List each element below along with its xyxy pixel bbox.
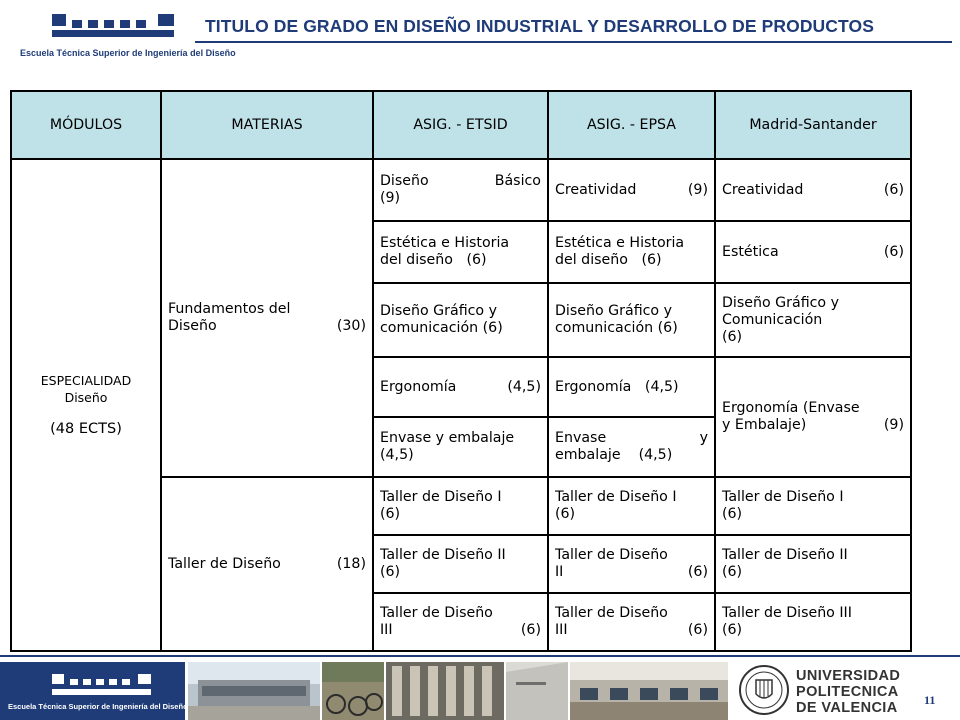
materia-fundamentos-line2: [168, 318, 366, 335]
cell-credits: (6): [687, 622, 708, 638]
university-name: [796, 668, 906, 716]
cell-line: [380, 622, 541, 639]
cell-line: [380, 173, 541, 190]
cell-text: Básico: [494, 173, 541, 189]
etsid-cell: [373, 593, 548, 651]
cell-text: Creatividad: [555, 181, 637, 198]
cell-text: Diseño Gráfico y: [722, 294, 840, 311]
materia-taller-line: [168, 556, 366, 573]
cell-text: II: [555, 564, 564, 580]
cell-text: Comunicación: [722, 311, 823, 328]
facade-photo: [386, 662, 504, 720]
cell-credits: (4,5): [638, 447, 673, 463]
cell-credits: (6): [687, 564, 708, 580]
cell-text: Taller de Diseño II: [722, 547, 848, 563]
table-row: [11, 159, 911, 221]
epsa-cell: [548, 159, 715, 221]
madrid-cell: [715, 593, 911, 651]
cell-text: embalaje: [555, 447, 621, 463]
etsid-cell: [373, 477, 548, 535]
cell-text: Ergonomía: [380, 378, 457, 395]
cell-text: Estética: [722, 243, 779, 260]
cell-credits: (4,5): [507, 378, 541, 395]
table-header-row: [11, 91, 911, 159]
cell-line: [555, 430, 708, 447]
school-name: Escuela Técnica Superior de Ingeniería del Diseño: [20, 48, 236, 58]
module-line2: Diseño: [64, 389, 108, 405]
cell-credits: (6): [722, 622, 743, 638]
cell-credits: (9): [883, 417, 904, 433]
cell-line: [555, 379, 708, 396]
cell-text: Diseño Gráfico y: [555, 303, 673, 319]
cell-credits: (6): [722, 328, 743, 345]
cell-line: [722, 244, 904, 261]
cell-credits: (6): [722, 506, 743, 522]
cell-line: [722, 417, 904, 434]
school-logo-blocks-icon: [50, 12, 180, 42]
header-madrid-santander: Madrid-Santander: [715, 91, 911, 159]
etsid-cell: [373, 417, 548, 477]
footer-logo-blocks-icon: [52, 674, 152, 700]
cell-line: [555, 182, 708, 199]
university-line1: UNIVERSIDAD: [796, 668, 901, 684]
cell-text: comunicación (6): [555, 320, 678, 336]
cell-text: y: [699, 430, 708, 446]
cell-text: Taller de Diseño I: [380, 489, 502, 505]
cell-line: [555, 622, 708, 639]
epsa-cell: [548, 417, 715, 477]
madrid-cell: [715, 535, 911, 593]
etsid-cell: [373, 159, 548, 221]
cell-text: Estética e Historia: [380, 235, 510, 251]
cell-text: Taller de Diseño II: [380, 547, 506, 563]
madrid-cell: [715, 159, 911, 221]
materia-taller-credits: (18): [336, 555, 366, 572]
footer-school-name: Escuela Técnica Superior de Ingeniería del Diseño: [8, 702, 188, 711]
cell-credits: (9): [687, 181, 708, 198]
module-ects: (48 ECTS): [50, 420, 122, 437]
module-line1: ESPECIALIDAD: [40, 372, 132, 388]
cell-text: Taller de Diseño: [380, 605, 493, 621]
materia-taller-name: Taller de Diseño: [168, 555, 281, 572]
cell-text: comunicación (6): [380, 320, 503, 336]
cell-text: III: [555, 622, 568, 638]
epsa-cell: [548, 283, 715, 357]
epsa-cell: [548, 477, 715, 535]
cell-credits: (4,5): [380, 447, 414, 463]
madrid-cell: [715, 221, 911, 283]
header-asig-etsid: ASIG. - ETSID: [373, 91, 548, 159]
materia-fundamentos-credits: (30): [336, 318, 366, 334]
school-logo: [20, 8, 236, 60]
epsa-cell: [548, 535, 715, 593]
footer-divider: [0, 655, 960, 657]
madrid-cell: [715, 477, 911, 535]
cell-text: III: [380, 622, 393, 638]
cell-text: Estética e Historia: [555, 235, 685, 251]
bicycles-photo: [322, 662, 384, 720]
cell-line: [555, 564, 708, 581]
cell-text: Diseño Gráfico y: [380, 303, 498, 319]
cell-credits: (6): [380, 564, 401, 580]
etsid-cell: [373, 283, 548, 357]
cell-text: Taller de Diseño: [555, 547, 668, 563]
materia-fundamentos: [161, 159, 373, 477]
university-line2: POLITECNICA: [796, 684, 899, 700]
cell-credits: (6): [883, 243, 904, 260]
university-line3: DE VALENCIA: [796, 700, 898, 716]
madrid-cell: [715, 283, 911, 357]
curriculum-table: [10, 90, 912, 652]
epsa-cell: [548, 593, 715, 651]
cell-text: Ergonomía (Envase: [722, 400, 860, 416]
epsa-cell: [548, 221, 715, 283]
cell-text: Envase: [555, 430, 607, 446]
cell-text: y Embalaje): [722, 417, 807, 433]
cell-credits: (9): [380, 190, 401, 206]
header-modulos: MÓDULOS: [11, 91, 161, 159]
cell-line: [722, 182, 904, 199]
cell-credits: (4,5): [644, 378, 679, 395]
cell-credits: (6): [555, 506, 576, 522]
footer-school-logo: [0, 662, 188, 720]
cell-text: Taller de Diseño: [555, 605, 668, 621]
header-materias: MATERIAS: [161, 91, 373, 159]
white-building-photo: [506, 662, 568, 720]
cell-text: Taller de Diseño I: [722, 489, 844, 505]
madrid-cell: [715, 357, 911, 477]
cell-text: Creatividad: [722, 181, 804, 198]
header-asig-epsa: ASIG. - EPSA: [548, 91, 715, 159]
cell-credits: (6): [380, 506, 401, 522]
cell-text: del diseño (6): [555, 252, 662, 268]
cell-text: Taller de Diseño III: [722, 605, 852, 621]
materia-fundamentos-line1: Fundamentos del: [168, 301, 291, 317]
curriculum-table-wrapper: [10, 90, 910, 652]
header-divider: [195, 41, 952, 43]
cell-text: del diseño (6): [380, 252, 487, 268]
epsa-cell: [548, 357, 715, 417]
cell-line: [555, 447, 708, 464]
materia-taller: [161, 477, 373, 651]
cell-text: Taller de Diseño I: [555, 489, 677, 505]
upv-seal-icon: [738, 664, 790, 716]
cell-credits: (6): [722, 564, 743, 580]
campus-building-photo: [188, 662, 320, 720]
module-cell: [11, 159, 161, 651]
etsid-cell: [373, 357, 548, 417]
cell-text: Ergonomía: [555, 378, 632, 395]
materia-fundamentos-name-b: Diseño: [168, 318, 217, 334]
etsid-cell: [373, 535, 548, 593]
computer-lab-photo: [570, 662, 728, 720]
cell-text: Diseño: [380, 173, 429, 189]
cell-line: [380, 379, 541, 396]
page-number: 11: [924, 693, 936, 707]
cell-text: Envase y embalaje: [380, 430, 515, 446]
page-title: TITULO DE GRADO EN DISEÑO INDUSTRIAL Y DESARROLLO DE PRODUCTOS: [205, 16, 874, 36]
cell-credits: (6): [883, 181, 904, 198]
etsid-cell: [373, 221, 548, 283]
cell-credits: (6): [520, 622, 541, 638]
